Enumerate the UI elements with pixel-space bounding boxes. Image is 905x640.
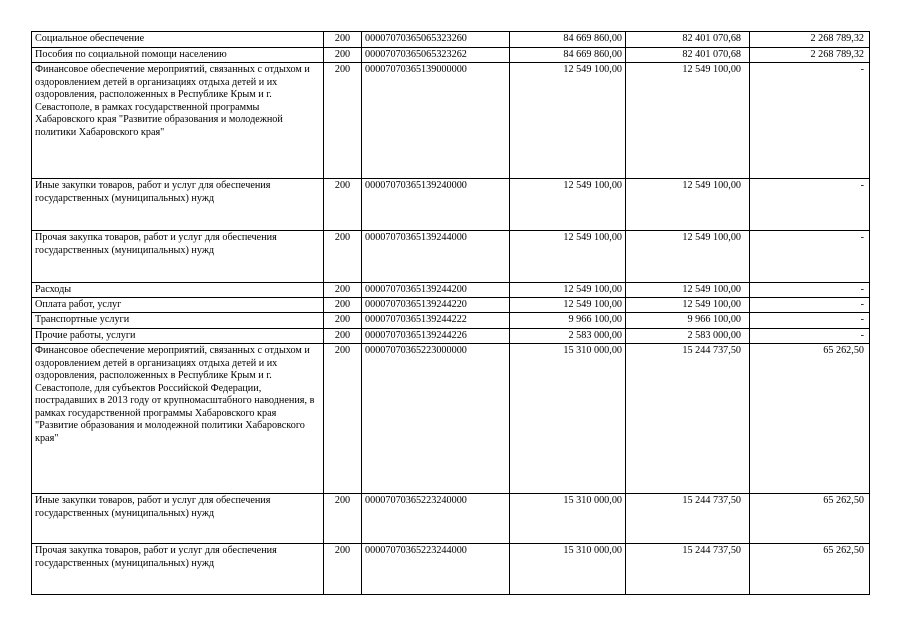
row-unexecuted-amount-cell: - xyxy=(750,179,870,231)
table-row xyxy=(32,344,870,494)
table-row xyxy=(32,298,870,313)
table-row xyxy=(32,544,870,595)
row-budget-code-cell: 00007070365139000000 xyxy=(362,63,510,179)
row-budget-code-cell: 00007070365139244220 xyxy=(362,298,510,313)
row-approved-amount-cell: 9 966 100,00 xyxy=(510,313,626,329)
row-approved-amount-cell: 15 310 000,00 xyxy=(510,494,626,544)
table-row xyxy=(32,32,870,48)
row-approved-amount-cell: 84 669 860,00 xyxy=(510,48,626,63)
row-unexecuted-amount-cell: - xyxy=(750,283,870,298)
row-approved-amount-cell: 12 549 100,00 xyxy=(510,231,626,283)
row-line-code-cell: 200 xyxy=(324,48,362,63)
row-line-code-cell: 200 xyxy=(324,494,362,544)
row-line-code-cell: 200 xyxy=(324,231,362,283)
row-line-code-cell: 200 xyxy=(324,63,362,179)
table-row xyxy=(32,329,870,344)
row-executed-amount-cell: 82 401 070,68 xyxy=(626,48,750,63)
row-name-cell: Иные закупки товаров, работ и услуг для обеспечения государственных (муниципальных) нужд xyxy=(32,494,324,544)
row-budget-code-cell: 00007070365223000000 xyxy=(362,344,510,494)
row-budget-code-cell: 00007070365139244000 xyxy=(362,231,510,283)
row-name-cell: Финансовое обеспечение мероприятий, связанных с отдыхом и оздоровлением детей в организациях отдыха детей и их оздоровления, расположенных в Республике Крым и г. Севастополе, для субъектов Российской Федерации, пострадавших в 2013 году от крупномасштабного наводнения, в рамках государственной программы Хабаровского края "Развитие образования и молодежной политики Хабаровского края" xyxy=(32,344,324,494)
row-executed-amount-cell: 82 401 070,68 xyxy=(626,32,750,48)
row-budget-code-cell: 00007070365139244200 xyxy=(362,283,510,298)
row-approved-amount-cell: 84 669 860,00 xyxy=(510,32,626,48)
row-budget-code-cell: 00007070365139244226 xyxy=(362,329,510,344)
row-unexecuted-amount-cell: 2 268 789,32 xyxy=(750,32,870,48)
row-unexecuted-amount-cell: - xyxy=(750,313,870,329)
row-line-code-cell: 200 xyxy=(324,544,362,595)
row-budget-code-cell: 00007070365139240000 xyxy=(362,179,510,231)
row-unexecuted-amount-cell: - xyxy=(750,329,870,344)
row-budget-code-cell: 00007070365065323260 xyxy=(362,32,510,48)
row-line-code-cell: 200 xyxy=(324,298,362,313)
row-executed-amount-cell: 15 244 737,50 xyxy=(626,494,750,544)
row-name-cell: Иные закупки товаров, работ и услуг для обеспечения государственных (муниципальных) нужд xyxy=(32,179,324,231)
row-unexecuted-amount-cell: 65 262,50 xyxy=(750,494,870,544)
row-executed-amount-cell: 15 244 737,50 xyxy=(626,344,750,494)
row-approved-amount-cell: 2 583 000,00 xyxy=(510,329,626,344)
row-name-cell: Финансовое обеспечение мероприятий, связанных с отдыхом и оздоровлением детей в организациях отдыха детей и их оздоровления, расположенных в Республике Крым и г. Севастополе, в рамках государственной программы Хабаровского края "Развитие образования и молодежной политики Хабаровского края" xyxy=(32,63,324,179)
table-row xyxy=(32,179,870,231)
row-line-code-cell: 200 xyxy=(324,329,362,344)
row-budget-code-cell: 00007070365065323262 xyxy=(362,48,510,63)
row-unexecuted-amount-cell: - xyxy=(750,63,870,179)
row-budget-code-cell: 00007070365223244000 xyxy=(362,544,510,595)
row-executed-amount-cell: 9 966 100,00 xyxy=(626,313,750,329)
row-executed-amount-cell: 12 549 100,00 xyxy=(626,283,750,298)
row-name-cell: Транспортные услуги xyxy=(32,313,324,329)
row-line-code-cell: 200 xyxy=(324,179,362,231)
budget-execution-table xyxy=(31,31,870,595)
row-line-code-cell: 200 xyxy=(324,344,362,494)
row-approved-amount-cell: 12 549 100,00 xyxy=(510,179,626,231)
row-executed-amount-cell: 2 583 000,00 xyxy=(626,329,750,344)
row-approved-amount-cell: 12 549 100,00 xyxy=(510,63,626,179)
table-row xyxy=(32,283,870,298)
row-approved-amount-cell: 12 549 100,00 xyxy=(510,283,626,298)
row-executed-amount-cell: 15 244 737,50 xyxy=(626,544,750,595)
row-executed-amount-cell: 12 549 100,00 xyxy=(626,179,750,231)
row-budget-code-cell: 00007070365223240000 xyxy=(362,494,510,544)
table-row xyxy=(32,494,870,544)
row-executed-amount-cell: 12 549 100,00 xyxy=(626,63,750,179)
row-unexecuted-amount-cell: 65 262,50 xyxy=(750,344,870,494)
row-unexecuted-amount-cell: 2 268 789,32 xyxy=(750,48,870,63)
row-approved-amount-cell: 15 310 000,00 xyxy=(510,544,626,595)
row-line-code-cell: 200 xyxy=(324,32,362,48)
row-name-cell: Пособия по социальной помощи населению xyxy=(32,48,324,63)
row-line-code-cell: 200 xyxy=(324,283,362,298)
table-row xyxy=(32,48,870,63)
row-unexecuted-amount-cell: - xyxy=(750,231,870,283)
table-row xyxy=(32,231,870,283)
row-unexecuted-amount-cell: 65 262,50 xyxy=(750,544,870,595)
row-name-cell: Оплата работ, услуг xyxy=(32,298,324,313)
table-body xyxy=(32,32,870,595)
row-line-code-cell: 200 xyxy=(324,313,362,329)
row-approved-amount-cell: 15 310 000,00 xyxy=(510,344,626,494)
row-unexecuted-amount-cell: - xyxy=(750,298,870,313)
row-executed-amount-cell: 12 549 100,00 xyxy=(626,298,750,313)
row-name-cell: Прочие работы, услуги xyxy=(32,329,324,344)
row-name-cell: Расходы xyxy=(32,283,324,298)
row-approved-amount-cell: 12 549 100,00 xyxy=(510,298,626,313)
row-name-cell: Прочая закупка товаров, работ и услуг для обеспечения государственных (муниципальных) нужд xyxy=(32,544,324,595)
row-name-cell: Прочая закупка товаров, работ и услуг для обеспечения государственных (муниципальных) нужд xyxy=(32,231,324,283)
table-row xyxy=(32,63,870,179)
table-row xyxy=(32,313,870,329)
row-budget-code-cell: 00007070365139244222 xyxy=(362,313,510,329)
row-name-cell: Социальное обеспечение xyxy=(32,32,324,48)
row-executed-amount-cell: 12 549 100,00 xyxy=(626,231,750,283)
